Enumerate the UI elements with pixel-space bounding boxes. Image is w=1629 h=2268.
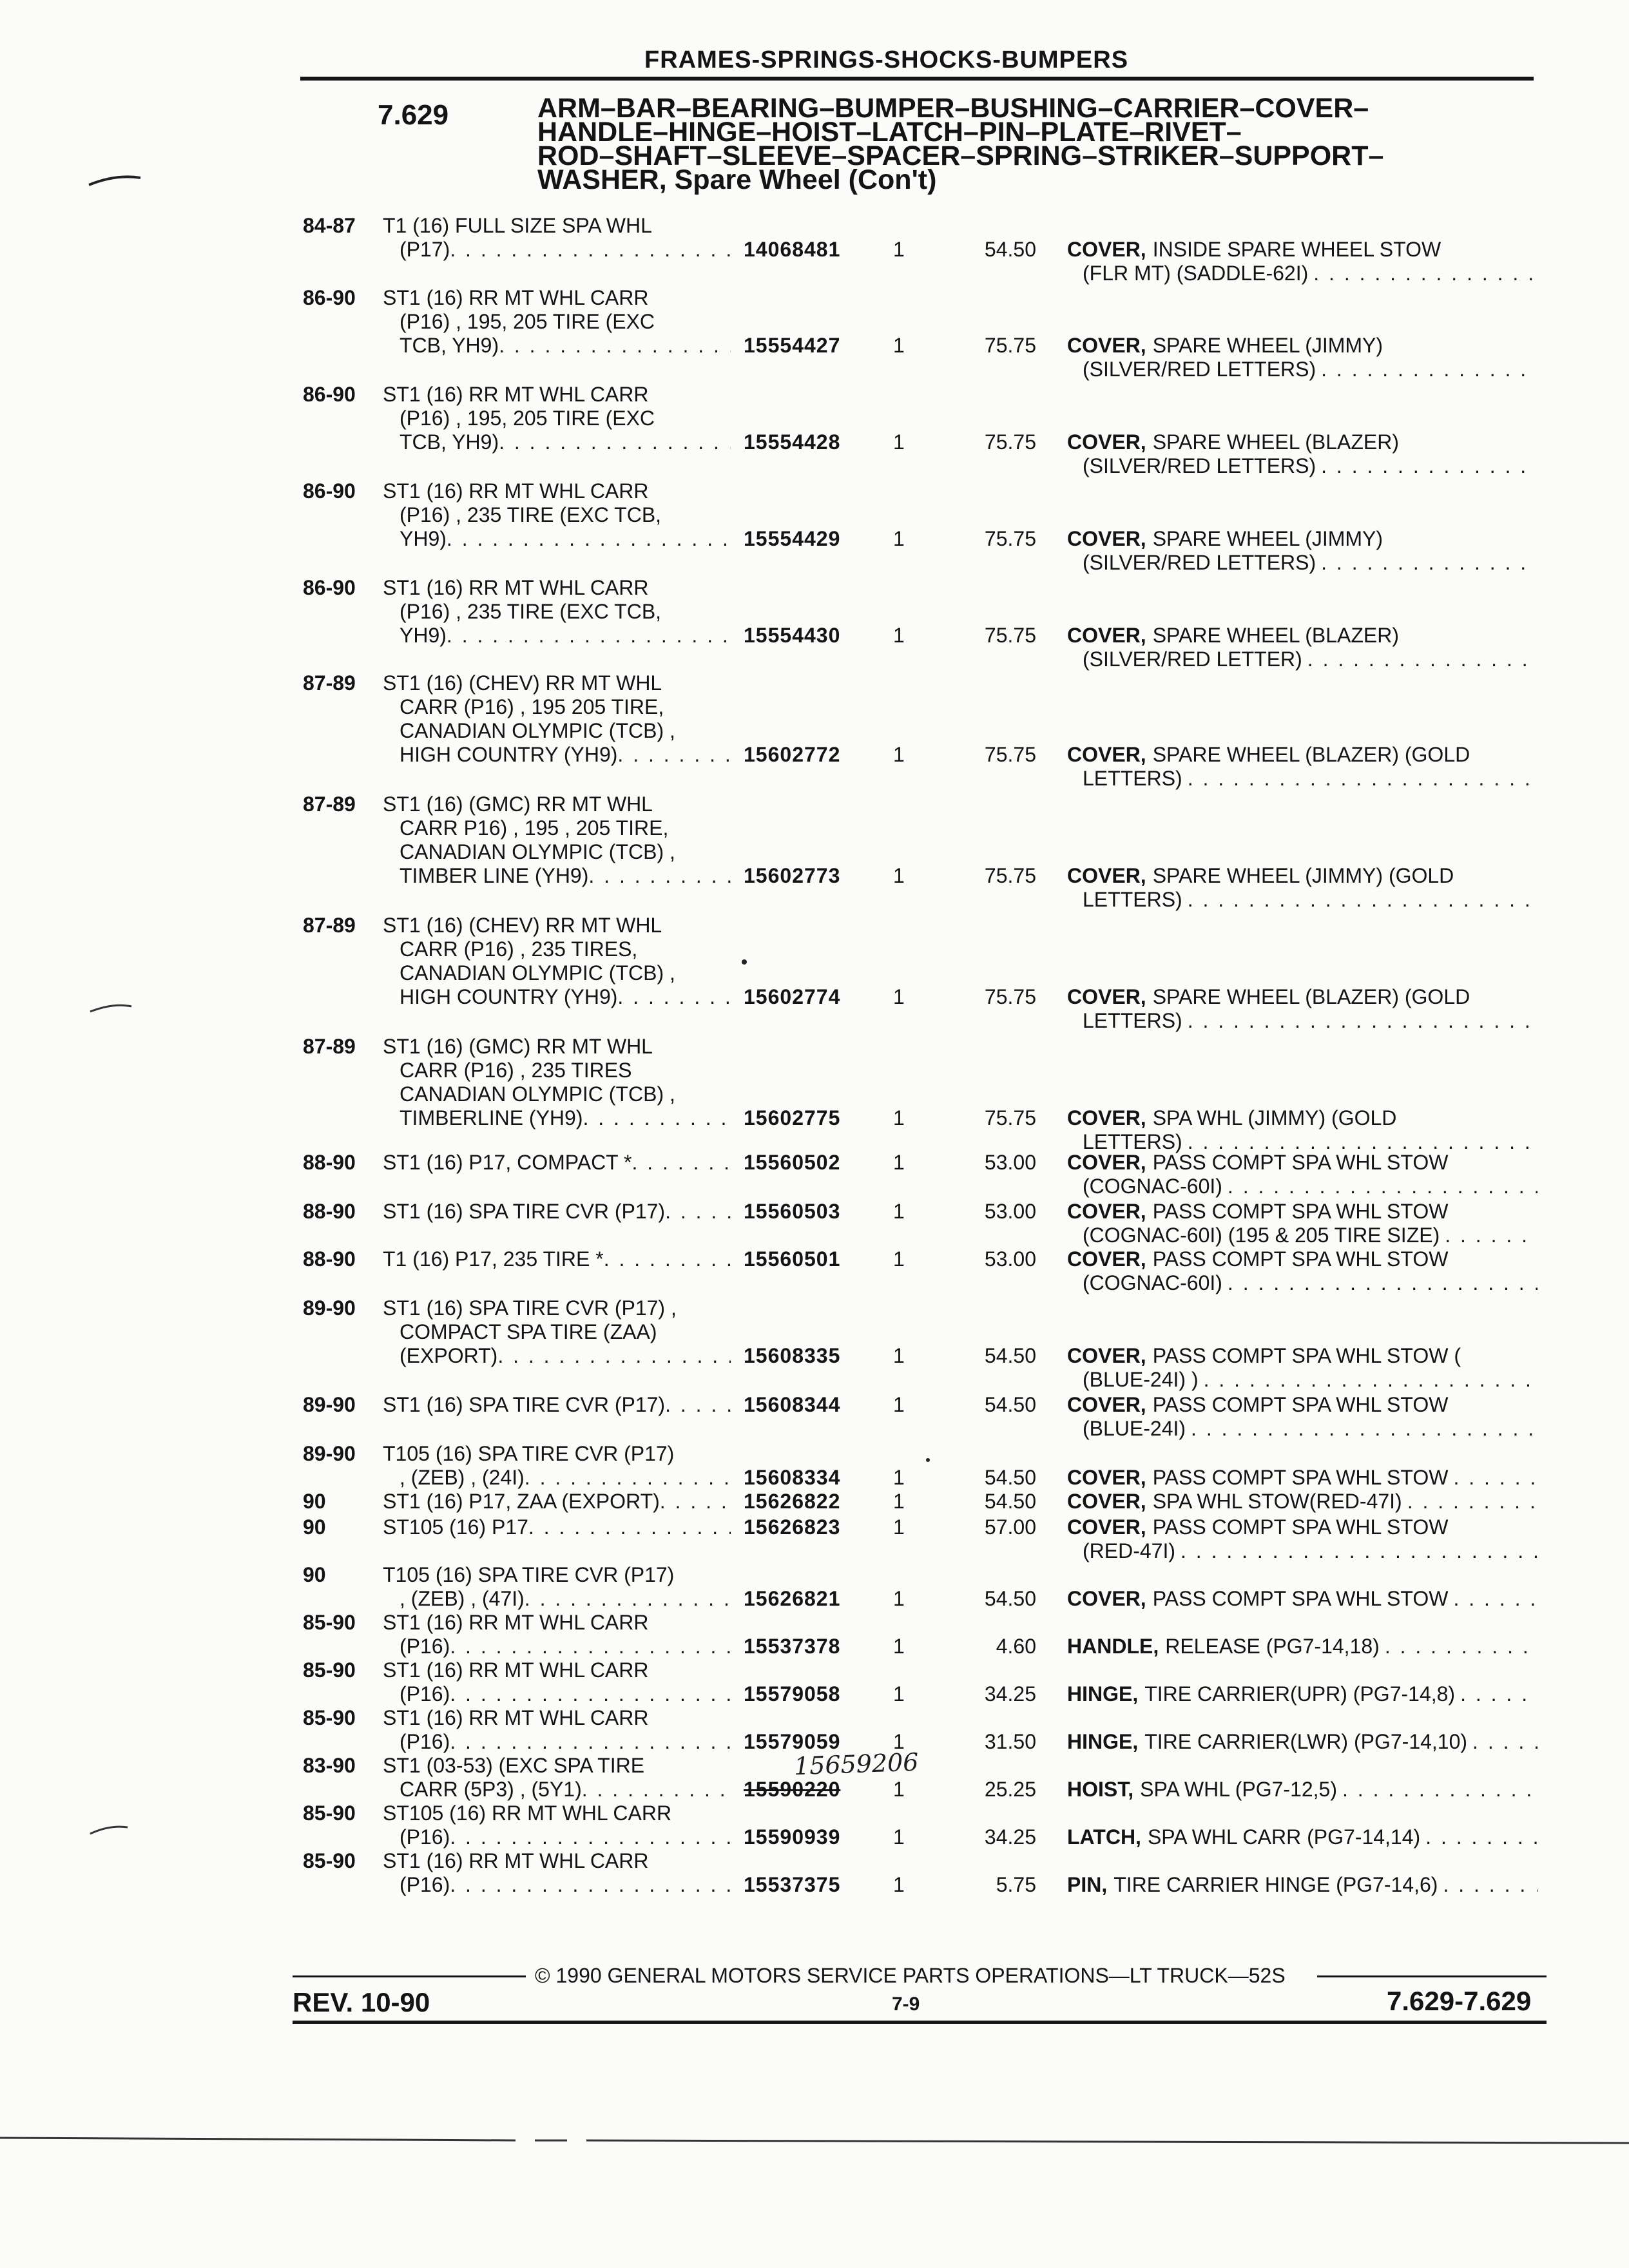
- part-number: 15554427: [744, 334, 841, 357]
- list-price: 54.50: [984, 1466, 1036, 1489]
- part-name-keyword: HANDLE,: [1067, 1635, 1159, 1658]
- quantity: 1: [893, 1200, 905, 1223]
- model-years: 88-90: [303, 1200, 356, 1223]
- part-name-keyword: COVER,: [1067, 1515, 1146, 1539]
- list-price: 75.75: [984, 743, 1036, 766]
- footer-copyright: © 1990 GENERAL MOTORS SERVICE PARTS OPERATIONS—LT TRUCK—52S: [535, 1964, 1286, 1987]
- list-price: 53.00: [984, 1200, 1036, 1223]
- description-line: ST1 (16) RR MT WHL CARR: [383, 286, 649, 309]
- quantity: 1: [893, 238, 905, 261]
- list-price: 34.25: [984, 1682, 1036, 1706]
- part-number: 15626823: [744, 1515, 841, 1539]
- description-line: (EXPORT): [400, 1344, 498, 1367]
- part-name-line: PASS COMPT SPA WHL STOW: [1152, 1393, 1449, 1416]
- part-name-line: SPARE WHEEL (BLAZER): [1152, 430, 1399, 454]
- description-line: CARR (P16) , 195 205 TIRE,: [400, 695, 664, 718]
- part-name-line: SPARE WHEEL (BLAZER) (GOLD: [1152, 743, 1470, 766]
- part-name-line: SPARE WHEEL (JIMMY): [1152, 334, 1383, 357]
- part-number: 15554430: [744, 624, 841, 647]
- description-line: ST105 (16) P17: [383, 1515, 528, 1539]
- quantity: 1: [893, 527, 905, 550]
- part-name-line: (BLUE-24I): [1083, 1417, 1186, 1440]
- page-header: FRAMES-SPRINGS-SHOCKS-BUMPERS: [644, 46, 1129, 73]
- model-years: 88-90: [303, 1247, 356, 1271]
- model-years: 85-90: [303, 1849, 356, 1872]
- description-line: (P16): [400, 1873, 450, 1896]
- part-number: 15626822: [744, 1490, 841, 1513]
- description-line: ST105 (16) RR MT WHL CARR: [383, 1802, 672, 1825]
- description-line: , (ZEB) , (24I): [400, 1466, 525, 1489]
- model-years: 86-90: [303, 479, 356, 503]
- description-line: CANADIAN OLYMPIC (TCB) ,: [400, 1082, 675, 1106]
- part-name-keyword: COVER,: [1067, 1106, 1146, 1129]
- section-title-line: ROD–SHAFT–SLEEVE–SPACER–SPRING–STRIKER–SUPPORT–: [537, 140, 1384, 171]
- list-price: 54.50: [984, 1587, 1036, 1610]
- model-years: 85-90: [303, 1802, 356, 1825]
- part-number: 15608335: [744, 1344, 841, 1367]
- part-name-line: (FLR MT) (SADDLE-62I): [1083, 262, 1309, 285]
- part-name-keyword: COVER,: [1067, 1247, 1146, 1271]
- quantity: 1: [893, 1682, 905, 1706]
- part-name-line: (COGNAC-60I): [1083, 1175, 1222, 1198]
- model-years: 86-90: [303, 286, 356, 309]
- part-name-keyword: COVER,: [1067, 743, 1146, 766]
- part-name-line: TIRE CARRIER HINGE (PG7-14,6): [1113, 1873, 1438, 1896]
- part-name-line: (SILVER/RED LETTERS): [1083, 551, 1316, 574]
- description-line: CANADIAN OLYMPIC (TCB) ,: [400, 719, 675, 742]
- model-years: 84-87: [303, 214, 356, 237]
- description-line: ST1 (16) (GMC) RR MT WHL: [383, 793, 653, 816]
- description-line: , (ZEB) , (47I): [400, 1587, 525, 1610]
- part-name-line: LETTERS): [1083, 1130, 1182, 1153]
- part-name-line: (COGNAC-60I) (195 & 205 TIRE SIZE): [1083, 1224, 1440, 1247]
- model-years: 87-89: [303, 671, 356, 695]
- part-name-keyword: HINGE,: [1067, 1730, 1139, 1753]
- part-number: 15554428: [744, 430, 841, 454]
- model-years: 87-89: [303, 1035, 356, 1058]
- quantity: 1: [893, 1825, 905, 1849]
- model-years: 90: [303, 1490, 326, 1513]
- model-years: 83-90: [303, 1754, 356, 1777]
- part-name-line: (COGNAC-60I): [1083, 1271, 1222, 1294]
- description-line: CARR (P16) , 235 TIRES: [400, 1059, 632, 1082]
- model-years: 89-90: [303, 1442, 356, 1465]
- description-line: COMPACT SPA TIRE (ZAA): [400, 1320, 657, 1343]
- description-line: T1 (16) P17, 235 TIRE *: [383, 1247, 604, 1271]
- part-name-line: LETTERS): [1083, 767, 1182, 790]
- quantity: 1: [893, 1466, 905, 1489]
- list-price: 34.25: [984, 1825, 1036, 1849]
- description-line: TIMBER LINE (YH9): [400, 864, 589, 887]
- part-number: 15590220: [744, 1778, 841, 1801]
- part-name-line: SPA WHL STOW(RED-47I): [1152, 1490, 1402, 1513]
- description-line: CARR (5P3) , (5Y1): [400, 1778, 582, 1801]
- part-number: 15537375: [744, 1873, 841, 1896]
- quantity: 1: [893, 430, 905, 454]
- description-line: (P16): [400, 1635, 450, 1658]
- part-name-keyword: COVER,: [1067, 430, 1146, 454]
- part-name-line: PASS COMPT SPA WHL STOW: [1152, 1587, 1449, 1610]
- part-number: 15602774: [744, 985, 841, 1008]
- part-name-line: SPARE WHEEL (JIMMY) (GOLD: [1152, 864, 1454, 887]
- list-price: 54.50: [984, 1393, 1036, 1416]
- list-price: 75.75: [984, 985, 1036, 1008]
- quantity: 1: [893, 1778, 905, 1801]
- description-line: (P16): [400, 1825, 450, 1849]
- part-name-line: (RED-47I): [1083, 1539, 1176, 1562]
- model-years: 87-89: [303, 914, 356, 937]
- part-name-keyword: COVER,: [1067, 1587, 1146, 1610]
- part-name-keyword: HINGE,: [1067, 1682, 1139, 1706]
- quantity: 1: [893, 334, 905, 357]
- part-name-line: SPARE WHEEL (BLAZER): [1152, 624, 1399, 647]
- part-name-line: PASS COMPT SPA WHL STOW: [1152, 1200, 1449, 1223]
- part-number: 15560503: [744, 1200, 841, 1223]
- part-name-keyword: COVER,: [1067, 624, 1146, 647]
- part-name-line: PASS COMPT SPA WHL STOW (: [1152, 1344, 1461, 1367]
- part-name-keyword: COVER,: [1067, 334, 1146, 357]
- description-line: CARR P16) , 195 , 205 TIRE,: [400, 816, 669, 840]
- section-number: 7.629: [378, 99, 449, 131]
- part-number: 15590939: [744, 1825, 841, 1849]
- part-name-keyword: HOIST,: [1067, 1778, 1134, 1801]
- quantity: 1: [893, 1151, 905, 1174]
- quantity: 1: [893, 1247, 905, 1271]
- part-name-keyword: PIN,: [1067, 1873, 1108, 1896]
- part-number: 15602773: [744, 864, 841, 887]
- part-name-line: TIRE CARRIER(LWR) (PG7-14,10): [1144, 1730, 1468, 1753]
- part-name-keyword: COVER,: [1067, 238, 1146, 261]
- part-number: 15608334: [744, 1466, 841, 1489]
- quantity: 1: [893, 1587, 905, 1610]
- part-number: 15608344: [744, 1393, 841, 1416]
- model-years: 85-90: [303, 1658, 356, 1682]
- part-name-line: RELEASE (PG7-14,18): [1165, 1635, 1380, 1658]
- part-name-line: SPARE WHEEL (BLAZER) (GOLD: [1152, 985, 1470, 1008]
- part-name-line: SPA WHL (PG7-12,5): [1140, 1778, 1337, 1801]
- part-name-keyword: COVER,: [1067, 1393, 1146, 1416]
- part-name-keyword: COVER,: [1067, 985, 1146, 1008]
- quantity: 1: [893, 1873, 905, 1896]
- quantity: 1: [893, 1344, 905, 1367]
- part-number: 15579059: [744, 1730, 841, 1753]
- model-years: 87-89: [303, 793, 356, 816]
- description-line: TCB, YH9): [400, 430, 499, 454]
- quantity: 1: [893, 985, 905, 1008]
- list-price: 53.00: [984, 1247, 1036, 1271]
- part-number: 15554429: [744, 527, 841, 550]
- part-name-line: SPA WHL CARR (PG7-14,14): [1147, 1825, 1421, 1849]
- list-price: 75.75: [984, 527, 1036, 550]
- part-name-line: INSIDE SPARE WHEEL STOW: [1152, 238, 1441, 261]
- description-line: ST1 (16) RR MT WHL CARR: [383, 1706, 649, 1729]
- part-name-line: PASS COMPT SPA WHL STOW: [1152, 1151, 1449, 1174]
- quantity: 1: [893, 624, 905, 647]
- description-line: ST1 (03-53) (EXC SPA TIRE: [383, 1754, 645, 1777]
- part-name-keyword: COVER,: [1067, 1344, 1146, 1367]
- description-line: ST1 (16) (CHEV) RR MT WHL: [383, 914, 662, 937]
- section-title-line: WASHER, Spare Wheel (Con't): [537, 164, 937, 195]
- description-line: ST1 (16) RR MT WHL CARR: [383, 1849, 649, 1872]
- description-line: T105 (16) SPA TIRE CVR (P17): [383, 1442, 675, 1465]
- quantity: 1: [893, 864, 905, 887]
- list-price: 75.75: [984, 1106, 1036, 1129]
- part-name-keyword: COVER,: [1067, 1490, 1146, 1513]
- part-number: 15537378: [744, 1635, 841, 1658]
- description-line: T1 (16) FULL SIZE SPA WHL: [383, 214, 652, 237]
- description-line: ST1 (16) SPA TIRE CVR (P17): [383, 1393, 666, 1416]
- list-price: 54.50: [984, 238, 1036, 261]
- part-name-keyword: COVER,: [1067, 1466, 1146, 1489]
- description-line: ST1 (16) RR MT WHL CARR: [383, 576, 649, 599]
- description-line: (P16) , 195, 205 TIRE (EXC: [400, 310, 655, 333]
- part-name-line: SPARE WHEEL (JIMMY): [1152, 527, 1383, 550]
- part-name-keyword: LATCH,: [1067, 1825, 1141, 1849]
- quantity: 1: [893, 1106, 905, 1129]
- description-line: HIGH COUNTRY (YH9): [400, 985, 618, 1008]
- model-years: 89-90: [303, 1296, 356, 1320]
- description-line: ST1 (16) SPA TIRE CVR (P17) ,: [383, 1296, 677, 1320]
- part-name-line: PASS COMPT SPA WHL STOW: [1152, 1247, 1449, 1271]
- description-line: YH9): [400, 624, 447, 647]
- part-number: 15560502: [744, 1151, 841, 1174]
- part-name-keyword: COVER,: [1067, 1151, 1146, 1174]
- list-price: 54.50: [984, 1344, 1036, 1367]
- list-price: 75.75: [984, 430, 1036, 454]
- handwritten-part-number: 15659206: [793, 1747, 920, 1781]
- part-name-line: PASS COMPT SPA WHL STOW: [1152, 1515, 1449, 1539]
- part-name-line: TIRE CARRIER(UPR) (PG7-14,8): [1144, 1682, 1456, 1706]
- footer-section-range: 7.629-7.629: [1387, 1986, 1532, 2016]
- part-name-line: PASS COMPT SPA WHL STOW: [1152, 1466, 1449, 1489]
- list-price: 75.75: [984, 864, 1036, 887]
- description-line: ST1 (16) P17, COMPACT *: [383, 1151, 632, 1174]
- part-number: 14068481: [744, 238, 841, 261]
- model-years: 85-90: [303, 1706, 356, 1729]
- quantity: 1: [893, 1635, 905, 1658]
- description-line: YH9): [400, 527, 447, 550]
- part-name-keyword: COVER,: [1067, 1200, 1146, 1223]
- model-years: 86-90: [303, 383, 356, 406]
- description-line: (P16): [400, 1730, 450, 1753]
- description-line: (P16) , 195, 205 TIRE (EXC: [400, 407, 655, 430]
- quantity: 1: [893, 743, 905, 766]
- part-number: 15626821: [744, 1587, 841, 1610]
- description-line: CANADIAN OLYMPIC (TCB) ,: [400, 840, 675, 863]
- part-name-line: LETTERS): [1083, 1009, 1182, 1032]
- quantity: 1: [893, 1730, 905, 1753]
- model-years: 88-90: [303, 1151, 356, 1174]
- model-years: 86-90: [303, 576, 356, 599]
- part-name-line: (BLUE-24I) ): [1083, 1368, 1199, 1391]
- description-line: ST1 (16) RR MT WHL CARR: [383, 479, 649, 503]
- description-line: ST1 (16) SPA TIRE CVR (P17): [383, 1200, 666, 1223]
- description-line: (P16) , 235 TIRE (EXC TCB,: [400, 503, 662, 526]
- part-name-line: SPA WHL (JIMMY) (GOLD: [1152, 1106, 1397, 1129]
- part-number: 15560501: [744, 1247, 841, 1271]
- description-line: ST1 (16) RR MT WHL CARR: [383, 383, 649, 406]
- description-line: CARR (P16) , 235 TIRES,: [400, 937, 638, 961]
- model-years: 90: [303, 1563, 326, 1586]
- description-line: ST1 (16) RR MT WHL CARR: [383, 1611, 649, 1634]
- description-line: TCB, YH9): [400, 334, 499, 357]
- description-line: T105 (16) SPA TIRE CVR (P17): [383, 1563, 675, 1586]
- description-line: (P16) , 235 TIRE (EXC TCB,: [400, 600, 662, 623]
- part-name-line: LETTERS): [1083, 888, 1182, 911]
- section-title-line: HANDLE–HINGE–HOIST–LATCH–PIN–PLATE–RIVET–: [537, 117, 1242, 148]
- part-number: 15579058: [744, 1682, 841, 1706]
- description-line: CANADIAN OLYMPIC (TCB) ,: [400, 961, 675, 985]
- quantity: 1: [893, 1393, 905, 1416]
- list-price: 54.50: [984, 1490, 1036, 1513]
- description-line: ST1 (16) (CHEV) RR MT WHL: [383, 671, 662, 695]
- description-line: HIGH COUNTRY (YH9): [400, 743, 618, 766]
- footer-page-number: 7-9: [892, 1994, 920, 2015]
- list-price: 53.00: [984, 1151, 1036, 1174]
- description-line: ST1 (16) P17, ZAA (EXPORT): [383, 1490, 660, 1513]
- model-years: 89-90: [303, 1393, 356, 1416]
- part-name-keyword: COVER,: [1067, 527, 1146, 550]
- quantity: 1: [893, 1515, 905, 1539]
- list-price: 25.25: [984, 1778, 1036, 1801]
- description-line: ST1 (16) (GMC) RR MT WHL: [383, 1035, 653, 1058]
- section-title-line: ARM–BAR–BEARING–BUMPER–BUSHING–CARRIER–COVER–: [537, 93, 1369, 124]
- part-name-line: (SILVER/RED LETTER): [1083, 648, 1302, 671]
- list-price: 31.50: [984, 1730, 1036, 1753]
- part-name-line: (SILVER/RED LETTERS): [1083, 454, 1316, 477]
- model-years: 90: [303, 1515, 326, 1539]
- list-price: 5.75: [996, 1873, 1036, 1896]
- list-price: 57.00: [984, 1515, 1036, 1539]
- part-number: 15602775: [744, 1106, 841, 1129]
- model-years: 85-90: [303, 1611, 356, 1634]
- description-line: (P16): [400, 1682, 450, 1706]
- list-price: 4.60: [996, 1635, 1036, 1658]
- part-name-line: (SILVER/RED LETTERS): [1083, 358, 1316, 381]
- list-price: 75.75: [984, 624, 1036, 647]
- list-price: 75.75: [984, 334, 1036, 357]
- part-number: 15602772: [744, 743, 841, 766]
- part-name-keyword: COVER,: [1067, 864, 1146, 887]
- description-line: (P17): [400, 238, 450, 261]
- description-line: TIMBERLINE (YH9): [400, 1106, 583, 1129]
- footer-revision: REV. 10-90: [293, 1987, 430, 2017]
- description-line: ST1 (16) RR MT WHL CARR: [383, 1658, 649, 1682]
- quantity: 1: [893, 1490, 905, 1513]
